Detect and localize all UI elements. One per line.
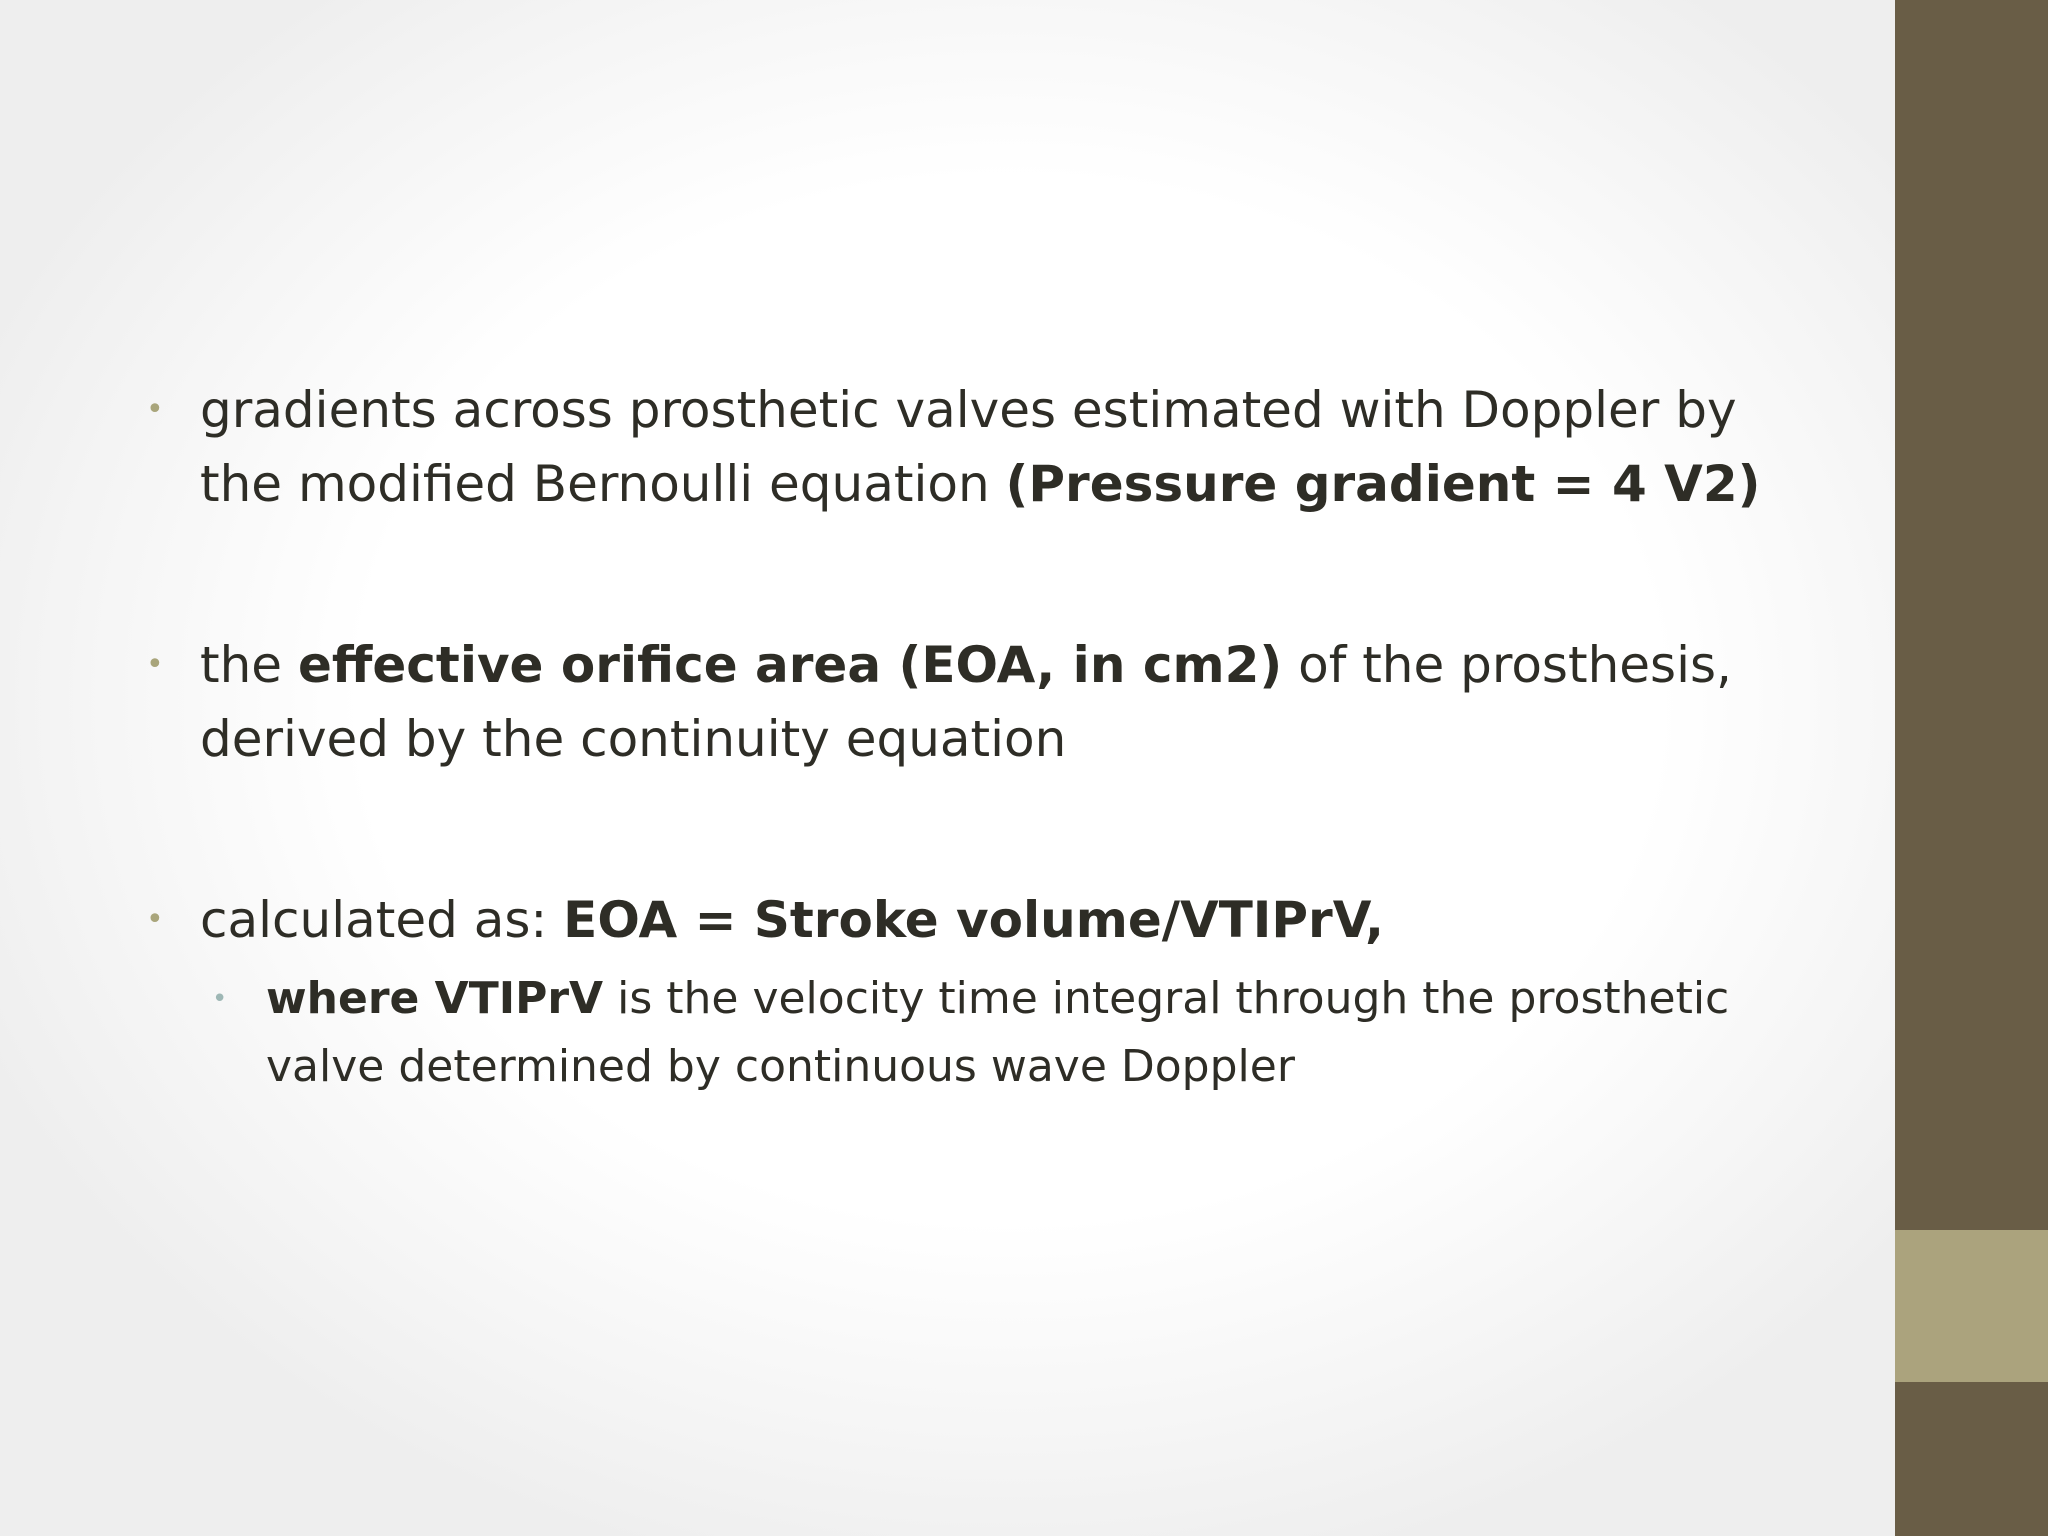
bullet-item-calculation xyxy=(146,883,1796,957)
side-bar-bottom-block xyxy=(1895,1382,2048,1536)
bullet-text: calculated as: xyxy=(200,891,564,949)
bullet-lead-text: the xyxy=(200,636,298,694)
bullet-bold-text: EOA = Stroke volume/VTIPrV, xyxy=(563,891,1384,949)
bullet-dot-icon: • xyxy=(146,392,164,427)
side-bar-top-block xyxy=(1895,0,2048,1230)
bullet-dot-icon: • xyxy=(146,902,164,937)
bullet-item-pressure-gradient xyxy=(146,373,1796,521)
bullet-text: of the prosthesis, derived by the continuity equation xyxy=(200,636,1732,768)
decorative-side-bar xyxy=(1895,0,2048,1536)
bullet-dot-icon: • xyxy=(146,647,164,682)
side-bar-accent-block xyxy=(1895,1230,2048,1382)
bullet-text: gradients across prosthetic valves estimated with Doppler by the modified Bernoulli equation xyxy=(200,381,1737,513)
bullet-item-effective-orifice-area xyxy=(146,628,1796,776)
sub-bullet-item-vtiprv xyxy=(212,965,1796,1101)
slide-content xyxy=(146,373,1796,1101)
sub-bullet-text: is the velocity time integral through the prosthetic valve determined by continuous wave Doppler xyxy=(266,973,1730,1092)
sub-bullet-dot-icon: • xyxy=(212,984,228,1014)
bullet-bold-text: (Pressure gradient = 4 V2) xyxy=(1005,455,1761,513)
sub-bullet-bold-text: where VTIPrV xyxy=(266,973,604,1024)
bullet-bold-text: effective orifice area (EOA, in cm2) xyxy=(297,636,1283,694)
